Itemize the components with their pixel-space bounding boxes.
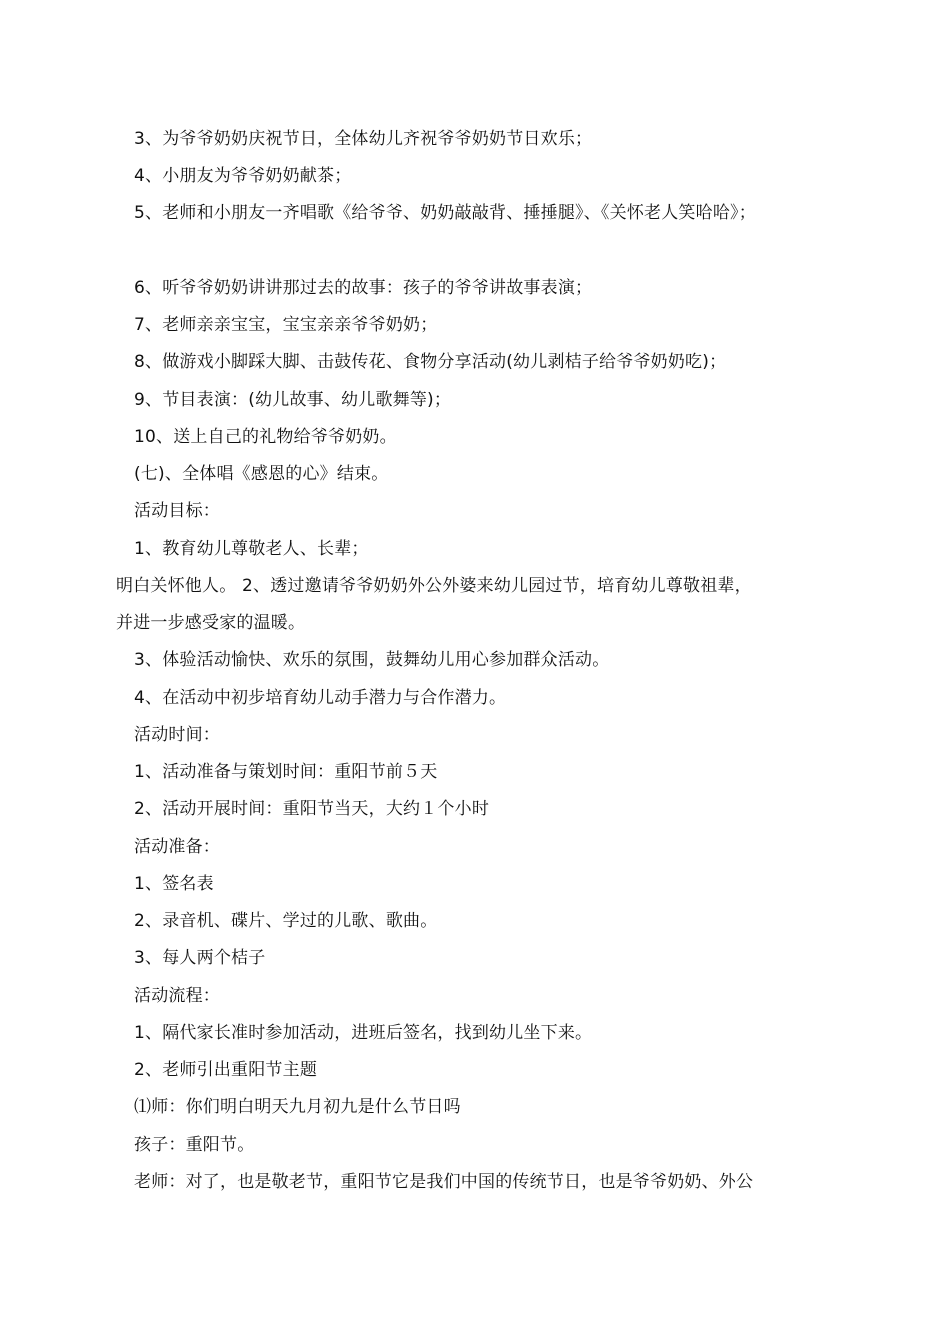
text-line: 3、体验活动愉快、欢乐的氛围，鼓舞幼儿用心参加群众活动。: [134, 650, 610, 670]
text-line: 明白关怀他人。 2、透过邀请爷爷奶奶外公外婆来幼儿园过节，培育幼儿尊敬祖辈，: [116, 576, 752, 596]
text-line: (七)、全体唱《感恩的心》结束。: [134, 464, 389, 484]
text-line: 4、小朋友为爷爷奶奶献茶；: [134, 166, 352, 186]
section-heading: 活动目标：: [134, 501, 220, 521]
text-line: 4、在活动中初步培育幼儿动手潜力与合作潜力。: [134, 688, 507, 708]
text-line: 2、活动开展时间：重阳节当天，大约１个小时: [134, 799, 490, 819]
text-line: 2、录音机、碟片、学过的儿歌、歌曲。: [134, 911, 438, 931]
text-line: 并进一步感受家的温暖。: [116, 613, 306, 633]
text-line: 7、老师亲亲宝宝，宝宝亲亲爷爷奶奶；: [134, 315, 438, 335]
text-line: 老师：对了，也是敬老节，重阳节它是我们中国的传统节日，也是爷爷奶奶、外公: [134, 1172, 754, 1192]
text-line: 1、活动准备与策划时间：重阳节前５天: [134, 762, 438, 782]
section-heading: 活动时间：: [134, 725, 220, 745]
text-line: 1、教育幼儿尊敬老人、长辈；: [134, 539, 369, 559]
text-line: 9、节目表演：(幼儿故事、幼儿歌舞等)；: [134, 390, 452, 410]
text-line: 8、做游戏小脚踩大脚、击鼓传花、食物分享活动(幼儿剥桔子给爷爷奶奶吃)；: [134, 352, 727, 372]
section-heading: 活动准备：: [134, 837, 220, 857]
text-line: 3、每人两个桔子: [134, 948, 266, 968]
text-line: 1、隔代家长准时参加活动，进班后签名，找到幼儿坐下来。: [134, 1023, 593, 1043]
text-line: 5、老师和小朋友一齐唱歌《给爷爷、奶奶敲敲背、捶捶腿》、《关怀老人笑哈哈》；: [134, 203, 756, 223]
text-line: ⑴师：你们明白明天九月初九是什么节日吗: [134, 1097, 461, 1117]
text-line: 1、签名表: [134, 874, 214, 894]
text-line: 6、听爷爷奶奶讲讲那过去的故事：孩子的爷爷讲故事表演；: [134, 278, 593, 298]
text-line: 10、送上自己的礼物给爷爷奶奶。: [134, 427, 397, 447]
section-heading: 活动流程：: [134, 986, 220, 1006]
text-line: 2、老师引出重阳节主题: [134, 1060, 318, 1080]
text-line: 3、为爷爷奶奶庆祝节日，全体幼儿齐祝爷爷奶奶节日欢乐；: [134, 129, 593, 149]
text-line: 孩子：重阳节。: [134, 1135, 255, 1155]
